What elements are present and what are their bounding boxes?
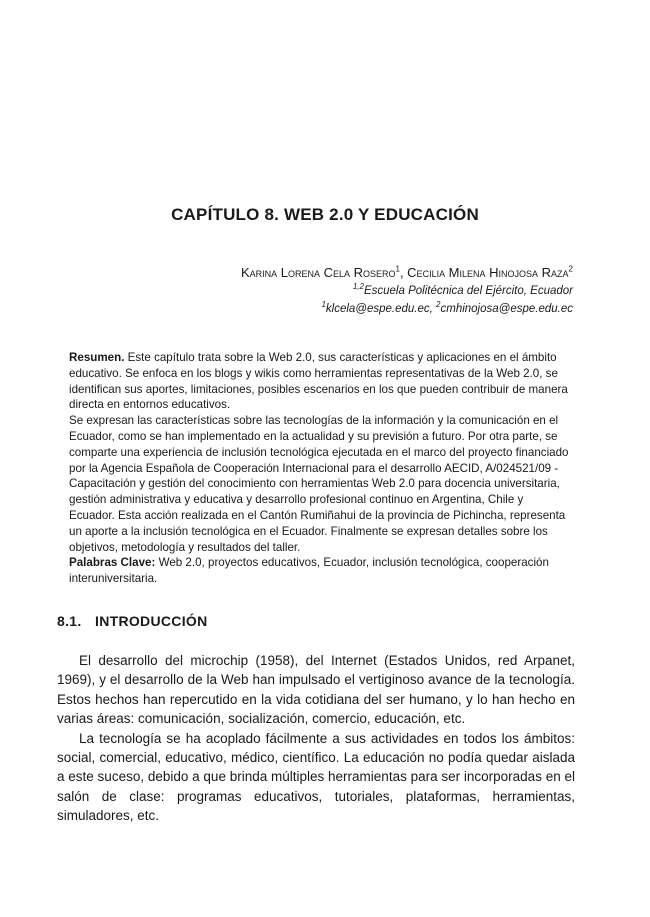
author-separator: ,	[399, 265, 408, 280]
email-2: cmhinojosa@espe.edu.ec	[440, 303, 573, 315]
body-paragraph-2: La tecnología se ha acoplado fácilmente a sus actividades en todos los ámbitos: social, comercial, educativo, médico, científico. La educación no podía quedar aislada a este suceso, debido a que brinda múltiples herramientas para ser incorporadas en el salón de clase: programas educativos, tutoriales, plataformas, herramientas, simuladores, etc.	[57, 730, 575, 824]
author-names	[73, 264, 573, 282]
keywords-label: Palabras Clave:	[69, 556, 156, 570]
body-text	[57, 651, 575, 826]
keywords	[69, 555, 569, 587]
authors-block	[73, 264, 573, 318]
author-2-sup: 2	[568, 264, 573, 274]
author-2-name: Cecilia Milena Hinojosa Raza	[407, 265, 569, 280]
abstract-paragraph-1	[69, 350, 569, 413]
abstract-paragraph-2: Se expresan las características sobre las tecnologías de la información y la comunicación en el Ecuador, como se han implementado en la actualidad y su previsión a futuro. Por otra parte, se comparte una experiencia de inclusión tecnológica ejecutada en el marco del proyecto financiado por la Agencia Española de Cooperación Internacional para el desarrollo AECID, A/024521/09 - Capacitación y gestión del conocimiento con herramientas Web 2.0 para docencia universitaria, gestión administrativa y educativa y desarrollo profesional continuo en Argentina, Chile y Ecuador. Esta acción realizada en el Cantón Rumiñahui de la provincia de Pichincha, representa un aporte a la inclusión tecnológica en el Ecuador. Finalmente se expresan detalles sobre los objetivos, metodología y resultados del taller.	[69, 414, 569, 554]
abstract	[69, 350, 569, 587]
email-1-sup: 1	[321, 300, 326, 310]
abstract-label: Resumen.	[69, 351, 125, 364]
section-heading	[57, 613, 207, 629]
email-2-sup: 2	[436, 300, 441, 310]
affiliation-text: Escuela Politécnica del Ejército, Ecuador	[363, 285, 573, 297]
section-title: INTRODUCCIÓN	[95, 613, 208, 629]
abstract-text-1: Este capítulo trata sobre la Web 2.0, sus características y aplicaciones en el ámbito educativo. Se enfoca en los blogs y wikis como herramientas representativas de la Web 2.0, se identifican sus aportes, limitaciones, posibles escenarios en los que pueden contribuir de manera directa en entornos educativos.	[69, 351, 568, 412]
section-number: 8.1.	[57, 613, 82, 629]
affiliation-sup: 1,2	[352, 282, 364, 292]
affiliation	[73, 282, 573, 300]
body-paragraph-1: El desarrollo del microchip (1958), del Internet (Estados Unidos, red Arpanet, 1969), y el desarrollo de la Web han impulsado el vertiginoso avance de la tecnología. Estos hechos han repercutido en la vida cotidiana del ser humano, y lo han hecho en varias áreas: comunicación, socialización, comercio, educación, etc.	[57, 653, 575, 727]
author-1-name: Karina Lorena Cela Rosero	[240, 265, 396, 280]
author-1-sup: 1	[395, 264, 400, 274]
keywords-text: Web 2.0, proyectos educativos, Ecuador, inclusión tecnológica, cooperación interuniversitaria.	[69, 556, 549, 586]
email-1: klcela@espe.edu.ec,	[325, 303, 437, 315]
chapter-title: CAPÍTULO 8. WEB 2.0 Y EDUCACIÓN	[171, 205, 479, 224]
author-emails	[73, 300, 573, 318]
